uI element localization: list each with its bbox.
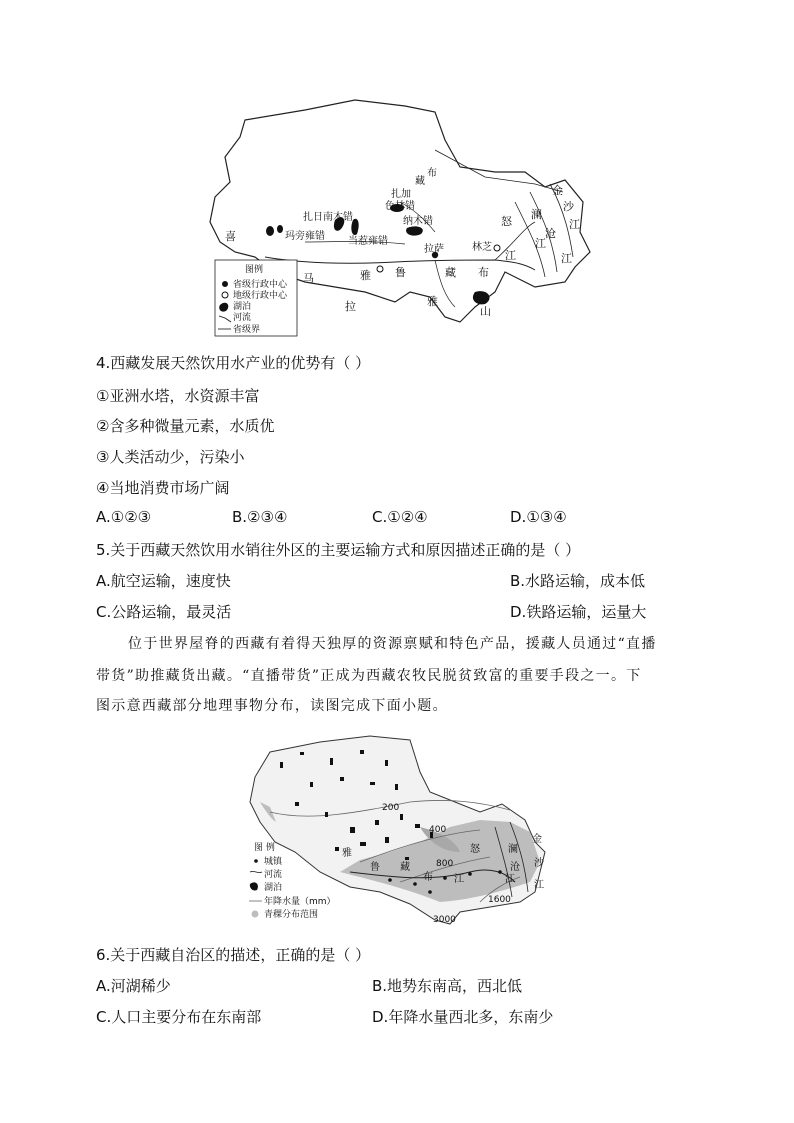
- svg-text:湖泊: 湖泊: [264, 883, 283, 893]
- label-ya1: 雅: [360, 269, 371, 282]
- label-jiang4: 江: [569, 218, 580, 231]
- svg-text:城镇: 城镇: [264, 857, 283, 867]
- q4-option-c[interactable]: C.①②④: [372, 508, 428, 526]
- label-cang: 沧: [545, 227, 556, 240]
- label-jiang1: 江: [535, 237, 546, 250]
- label-lasa: 拉萨: [424, 244, 444, 255]
- q5-option-c[interactable]: C.公路运输，最灵活: [96, 603, 232, 621]
- label-lu: 鲁: [395, 266, 406, 279]
- label-namu: 纳木错: [403, 216, 433, 227]
- q6-option-b[interactable]: B.地势东南高，西北低: [372, 977, 523, 995]
- label2-jiang: 江: [454, 874, 464, 885]
- svg-text:河流: 河流: [264, 870, 283, 880]
- q6-option-a[interactable]: A.河湖稀少: [96, 977, 171, 995]
- map1-legend: [215, 260, 297, 336]
- label-bu2: 布: [427, 168, 437, 179]
- lake-namu: [406, 226, 423, 235]
- label-lan: 澜: [531, 208, 542, 221]
- svg-text:地级行政中心: 地级行政中心: [233, 291, 288, 301]
- q4-item-3: ③人类活动少，污染小: [96, 448, 245, 466]
- city-nyingchi: [494, 245, 500, 251]
- label-jiang2: 江: [505, 249, 516, 262]
- q4-option-a[interactable]: A.①②③: [96, 508, 152, 526]
- q6-option-c[interactable]: C.人口主要分布在东南部: [96, 1008, 262, 1026]
- label-dangre: 当惹雍错: [348, 236, 388, 247]
- q4-item-4: ④当地消费市场广阔: [96, 479, 230, 497]
- label-zang2: 藏: [415, 176, 425, 187]
- svg-text:河流: 河流: [233, 313, 252, 323]
- label2-ya: 雅: [342, 848, 352, 859]
- label-zhajia: 扎加: [391, 189, 411, 200]
- label-jiang3: 江: [561, 252, 572, 265]
- label2-zang: 藏: [400, 862, 410, 873]
- svg-text:图 例: 图 例: [254, 843, 275, 853]
- label2-jin: 金: [532, 834, 542, 845]
- label-la: 拉: [345, 300, 356, 313]
- q4-option-d[interactable]: D.①③④: [510, 508, 567, 526]
- label-shan: 山: [480, 305, 491, 318]
- tibet-map-precipitation: [240, 732, 560, 928]
- label2-jiang2: 江: [505, 874, 515, 885]
- label-sha: 沙: [563, 200, 574, 213]
- q6-stem: 6.关于西藏自治区的描述，正确的是（ ）: [96, 946, 371, 964]
- label2-lan: 澜: [508, 844, 518, 855]
- label2-nu: 怒: [470, 844, 480, 855]
- q4-item-2: ②含多种微量元素，水质优: [96, 417, 275, 435]
- q5-stem: 5.关于西藏天然饮用水销往外区的主要运输方式和原因描述正确的是（ ）: [96, 541, 581, 559]
- svg-text:青稞分布范围: 青稞分布范围: [264, 910, 319, 920]
- passage-line-1: 位于世界屋脊的西藏有着得天独厚的资源禀赋和特色产品，援藏人员通过“直播: [128, 636, 657, 652]
- label-ma: 马: [303, 272, 314, 285]
- label-zang: 藏: [445, 266, 456, 279]
- q5-option-d[interactable]: D.铁路运输，运量大: [510, 603, 647, 621]
- label-selin: 色林错: [385, 201, 415, 212]
- svg-text:省级行政中心: 省级行政中心: [233, 280, 288, 290]
- q5-option-a[interactable]: A.航空运输，速度快: [96, 572, 231, 590]
- svg-text:湖泊: 湖泊: [233, 302, 252, 312]
- label2-cang: 沧: [510, 862, 520, 873]
- passage-line-3: 图示意西藏部分地理事物分布，读图完成下面小题。: [96, 698, 448, 714]
- svg-text:年降水量（mm）: 年降水量（mm）: [264, 897, 336, 907]
- label-nu: 怒: [501, 215, 512, 228]
- iso-3000: 3000: [433, 915, 456, 925]
- label2-lu: 鲁: [370, 862, 380, 873]
- label-mapang: 玛旁雍错: [285, 231, 325, 242]
- passage-line-2: 带货”助推藏货出藏。“直播带货”正成为西藏农牧民脱贫致富的重要手段之一。下: [96, 668, 642, 684]
- label-linzhi: 林芝: [472, 242, 492, 253]
- iso-200: 200: [382, 803, 400, 813]
- q4-stem: 4.西藏发展天然饮用水产业的优势有（ ）: [96, 354, 371, 372]
- iso-800: 800: [436, 859, 454, 869]
- label-zhari: 扎日南木错: [303, 212, 353, 223]
- lake-mapang: [266, 226, 274, 236]
- q5-option-b[interactable]: B.水路运输，成本低: [510, 572, 646, 590]
- label-jin: 金: [552, 184, 563, 197]
- label2-jiang3: 江: [534, 880, 544, 891]
- svg-text:图例: 图例: [245, 265, 264, 275]
- q6-option-d[interactable]: D.年降水量西北多，东南少: [372, 1008, 554, 1026]
- label-xi: 喜: [225, 230, 236, 243]
- iso-1600: 1600: [488, 895, 511, 905]
- tibet-map-rivers-lakes: [205, 92, 595, 342]
- label2-bu: 布: [423, 872, 433, 883]
- q4-option-b[interactable]: B.②③④: [232, 508, 288, 526]
- label-bu: 布: [478, 266, 489, 279]
- label-ya2: 雅: [427, 295, 438, 308]
- label2-sha: 沙: [534, 858, 544, 869]
- iso-400: 400: [429, 825, 447, 835]
- q4-item-1: ①亚洲水塔，水资源丰富: [96, 387, 260, 405]
- svg-text:省级界: 省级界: [233, 325, 261, 335]
